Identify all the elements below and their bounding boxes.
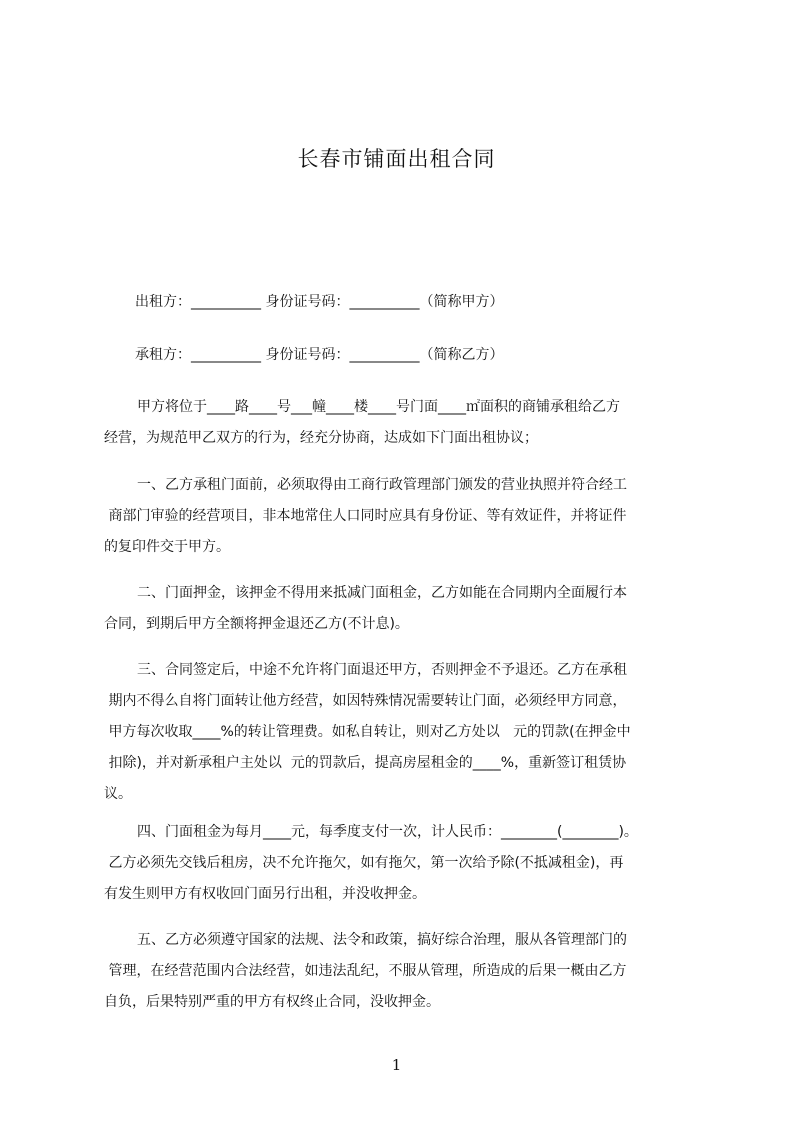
- paragraph-line: 二、门面押金，该押金不得用来抵减门面租金，乙方如能在合同期内全面履行本: [137, 585, 627, 601]
- paragraph-line: 甲方将位于____路____号___幢____楼____号门面____㎡面积的商铺承租给乙方: [137, 399, 620, 415]
- clause-5: [104, 925, 704, 1018]
- paragraph-line: 的复印件交于甲方。: [104, 539, 230, 555]
- paragraph-line: 有发生则甲方有权收回门面另行出租，并没收押金。: [104, 886, 426, 902]
- lessor-line: 出租方：__________ 身份证号码：__________（简称甲方）: [135, 294, 504, 310]
- paragraph-line: 合同，到期后甲方全额将押金退还乙方(不计息)。: [104, 616, 409, 632]
- paragraph-line: 甲方每次收取____%的转让管理费。如私自转让，则对乙方处以 元的罚款(在押金中: [104, 724, 631, 740]
- clause-4: [104, 817, 704, 910]
- paragraph-line: 自负，后果特别严重的甲方有权终止合同，没收押金。: [104, 994, 440, 1010]
- clause-3: [104, 655, 704, 810]
- paragraph-line: 期内不得么自将门面转让他方经营，如因特殊情况需要转让门面，必须经甲方同意，: [104, 693, 627, 709]
- paragraph-line: 经营，为规范甲乙双方的行为，经充分协商，达成如下门面出租协议；: [104, 430, 538, 446]
- paragraph-line: 扣除)，并对新承租户主处以 元的罚款后，提高房屋租金的____%，重新签订租赁协: [104, 755, 627, 771]
- paragraph-line: 议。: [104, 786, 132, 802]
- paragraph-intro: [104, 392, 704, 454]
- clause-2: [104, 578, 704, 640]
- page-number: 1: [391, 1056, 402, 1074]
- contract-title: 长春市铺面出租合同: [297, 147, 496, 171]
- paragraph-line: 三、合同签定后，中途不允许将门面退还甲方，否则押金不予退还。乙方在承租: [137, 662, 627, 678]
- paragraph-line: 乙方必须先交钱后租房，决不允许拖欠，如有拖欠，第一次给予除(不抵减租金)，再: [104, 855, 624, 871]
- paragraph-line: 五、乙方必须遵守国家的法规、法令和政策，搞好综合治理，服从各管理部门的: [137, 932, 627, 948]
- paragraph-line: 商部门审验的经营项目，非本地常住人口同时应具有身份证、等有效证件，并将证件: [104, 508, 627, 524]
- paragraph-line: 一、乙方承租门面前，必须取得由工商行政管理部门颁发的营业执照并符合经工: [137, 477, 627, 493]
- paragraph-line: 管理，在经营范围内合法经营，如违法乱纪，不服从管理，所造成的后果一概由乙方: [104, 963, 627, 979]
- clause-1: [104, 470, 704, 563]
- paragraph-line: 四、门面租金为每月____元，每季度支付一次，计人民币：________(________)。: [137, 824, 638, 840]
- lessee-line: 承租方：__________ 身份证号码：__________（简称乙方）: [135, 347, 504, 363]
